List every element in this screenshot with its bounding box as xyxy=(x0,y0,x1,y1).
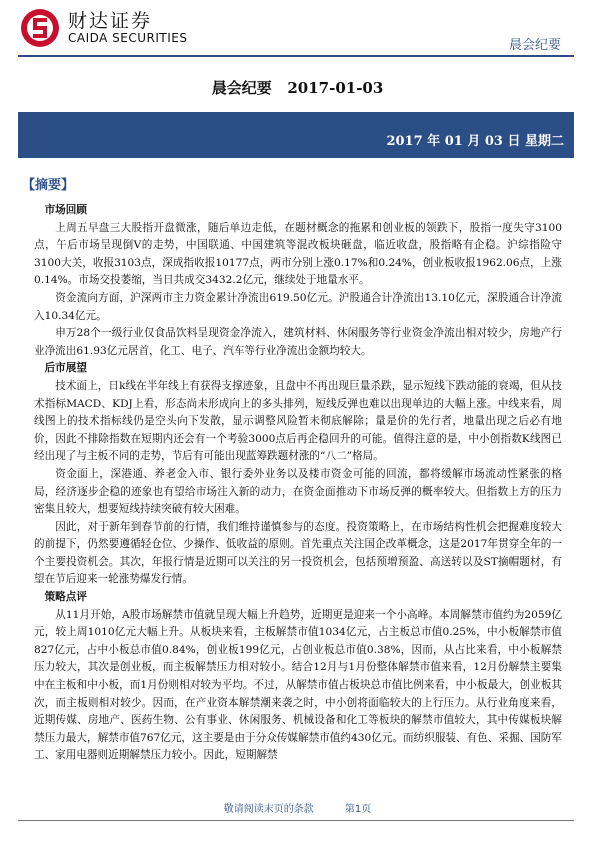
page-footer xyxy=(0,800,595,815)
date-text: 2017 年 01 月 03 日 星期二 xyxy=(386,134,564,149)
header-rule xyxy=(18,55,574,57)
page-number: 第1页 xyxy=(344,804,372,815)
date-banner xyxy=(18,112,574,158)
page-header xyxy=(0,0,595,60)
paragraph: 资金面上，深港通、养老金入市、银行委外业务以及楼市资金可能的回流，都将缓解市场流动性紧张的格局，经济逐步企稳的迹象也有望给市场注入新的动力，在资金面推动下市场反弹的概率较大。但指数上方的压力密集且较大，想要短线持续突破有较大困难。 xyxy=(34,467,562,516)
paragraph: 从11月开始，A股市场解禁市值就呈现大幅上升趋势，近期更是迎来一个小高峰。本周解禁市值约为2059亿元，较上周1010亿元大幅上升。从板块来看，主板解禁市值1034亿元，占主板总市值0.25%，中小板解禁市值827亿元，占中小板总市值0.84%，创业板199亿元，占创业板总市值0.38%，因而，从占比来看，中小板解禁压力较大，其次是创业板，而主板解禁压力相对较小。结合12月与1月份整体解禁市值来看，12月份解禁主要集中在主板和中小板，而1月份则相对较为平均。不过，从解禁市值占板块总市值比例来看，中小板最大，创业板其次，而主板则相对较少。因而，在产业资本解禁潮来袭之时，中小创将面临较大的上行压力。从行业角度来看，近期传媒、房地产、医药生物、公有事业、休闲服务、机械设备和化工等板块的解禁市值较大，其中传媒板块解禁压力最大，解禁市值767亿元，这主要是由于分众传媒解禁市值约430亿元。而纺织服装、有色、采掘、国防军工、家用电器则近期解禁压力较小。因此，短期解禁 xyxy=(34,608,562,762)
footer-disclaimer-link[interactable]: 敬请阅读末页的条款 xyxy=(223,804,314,815)
document-title: 晨会纪要 2017-01-03 xyxy=(211,79,384,97)
section-heading-outlook: 后市展望 xyxy=(44,362,87,375)
paragraph: 因此，对于新年到春节前的行情，我们维持谨慎参与的态度。投资策略上，在市场结构性机会把握难度较大的前提下，仍然要遵循轻仓位、少操作、低收益的原则。首先重点关注国企改革概念，这是2017年贯穿全年的一个主要投资机会。其次，年报行情是近期可以关注的另一投资机会，包括预增预盈、高送转以及ST摘帽题材，有望在节后迎来一轮涨势爆发行情。 xyxy=(34,520,562,586)
brand-name-cn: 财达证券 xyxy=(68,10,153,32)
footer-rule xyxy=(18,820,574,821)
paragraph: 上周五早盘三大股指开盘微涨，随后单边走低，在题材概念的拖累和创业板的领跌下，股指一度失守3100点，午后市场呈现倒V的走势，中国联通、中国建筑等混改板块砸盘，临近收盘，股指略有企稳。沪综指险守3100大关，收报3103点，深成指收报10177点，两市分别上涨0.17%和0.24%，创业板收报1962.06点，上涨0.14%。市场交投萎缩，当日共成交3432.2亿元，继续处于地量水平。 xyxy=(34,221,562,287)
caida-logo-icon xyxy=(20,8,60,48)
paragraph: 资金流向方面，沪深两市主力资金累计净流出619.50亿元。沪股通合计净流出13.10亿元，深股通合计净流入10.34亿元。 xyxy=(34,291,562,322)
paragraph: 技术面上，日k线在半年线上有获得支撑迹象，且盘中不再出现巨量杀跌，显示短线下跌动能的衰竭，但从技术指标MACD、KDJ上看，形态尚未形成向上的多头排列，短线反弹也难以出现单边的大幅上涨。中线来看，周线图上的技术指标线仍是空头向下发散，显示调整风险暂未彻底解除；量是价的先行者，地量出现之后必有地价，因此不排除指数在短期内还会有一个考验3000点后再企稳回升的可能。值得注意的是，中小创指数K线图已经出现了与主板不同的走势，节后有可能出现蓝筹跌题材涨的“八二”格局。 xyxy=(34,379,562,463)
paragraph: 申万28个一级行业仅食品饮料呈现资金净流入，建筑材料、休闲服务等行业资金净流出相对较少，房地产行业净流出61.93亿元居首，化工、电子、汽车等行业净流出金额均较大。 xyxy=(34,327,562,357)
summary-heading: 【摘要】 xyxy=(22,178,75,193)
section-heading-strategy: 策略点评 xyxy=(44,591,87,604)
summary-content xyxy=(34,202,562,765)
header-tag: 晨会纪要 xyxy=(508,38,561,53)
section-heading-review: 市场回顾 xyxy=(44,204,87,216)
brand-name-en: CAIDA SECURITIES xyxy=(68,31,188,45)
